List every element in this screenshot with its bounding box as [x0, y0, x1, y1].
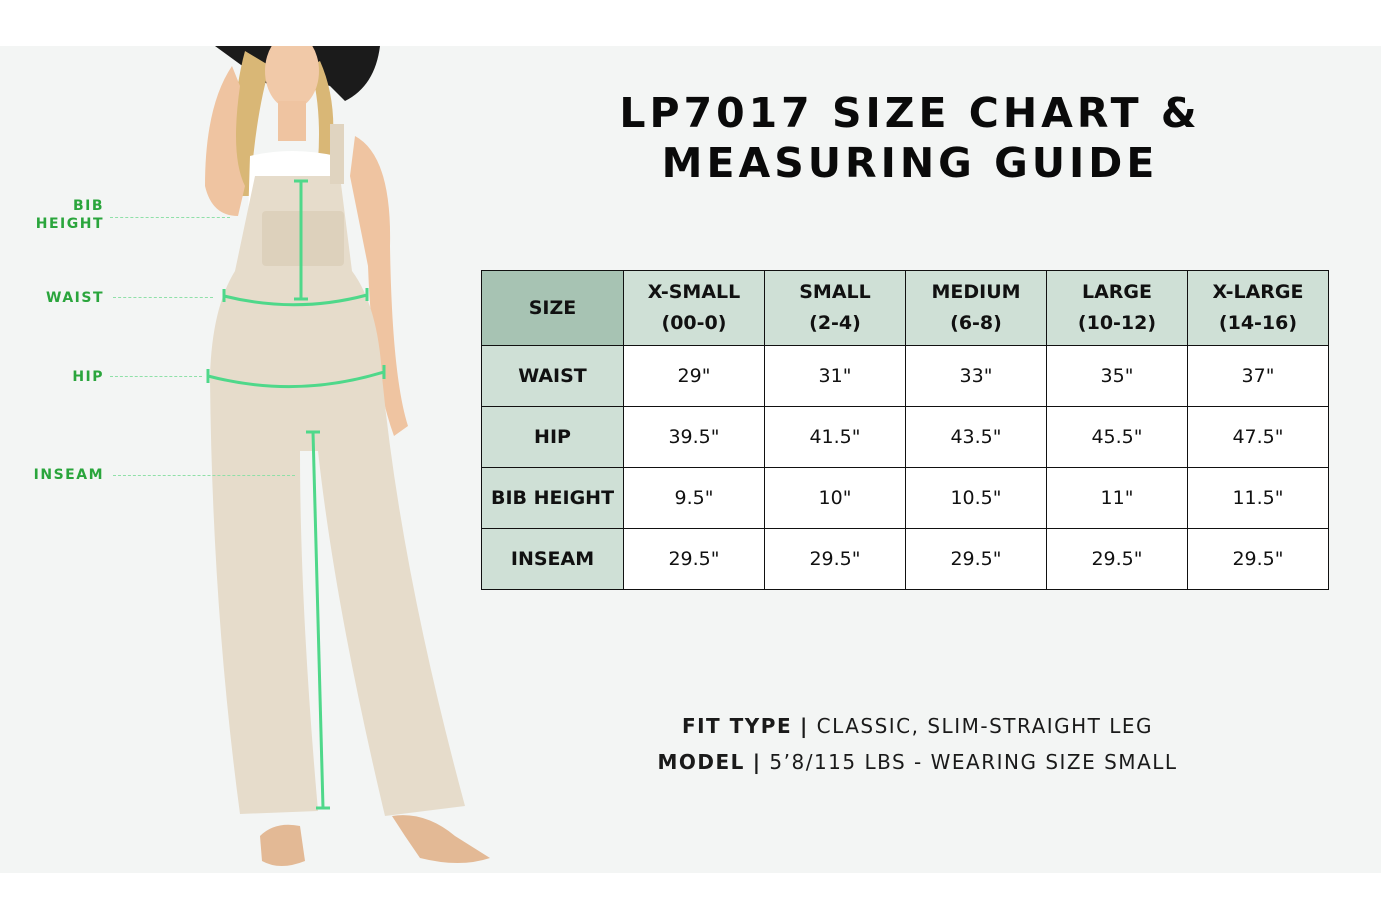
table-cell: 29.5" [1047, 529, 1188, 590]
table-cell: 11.5" [1188, 468, 1329, 529]
table-cell: 33" [906, 346, 1047, 407]
table-cell: 29.5" [906, 529, 1047, 590]
table-row [482, 529, 1329, 590]
table-cell: 11" [1047, 468, 1188, 529]
waist-label: WAIST [46, 290, 104, 306]
bib-height-label [28, 197, 104, 233]
table-cell: 29.5" [765, 529, 906, 590]
bib-height-label-line1: BIB [72, 198, 104, 214]
table-cell: 47.5" [1188, 407, 1329, 468]
table-cell: 37" [1188, 346, 1329, 407]
waist-guide [113, 297, 213, 298]
row-header: WAIST [482, 346, 624, 407]
model-photo [0, 46, 520, 873]
page-title [560, 88, 1260, 188]
title-line2: MEASURING GUIDE [661, 139, 1159, 187]
table-cell: 35" [1047, 346, 1188, 407]
model-value: 5’8/115 LBS - WEARING SIZE SMALL [769, 750, 1178, 774]
table-cell: 31" [765, 346, 906, 407]
table-row [482, 346, 1329, 407]
column-header: X-SMALL (00-0) [624, 271, 765, 346]
corner-cell: SIZE [482, 271, 624, 346]
table-cell: 29" [624, 346, 765, 407]
row-header: HIP [482, 407, 624, 468]
table-cell: 9.5" [624, 468, 765, 529]
table-cell: 10" [765, 468, 906, 529]
fit-type-label: FIT TYPE [681, 714, 793, 738]
table-cell: 45.5" [1047, 407, 1188, 468]
model-label: MODEL [657, 750, 745, 774]
column-header: LARGE (10-12) [1047, 271, 1188, 346]
column-header: MEDIUM (6-8) [906, 271, 1047, 346]
model-info-line [560, 750, 1275, 774]
column-header: X-LARGE (14-16) [1188, 271, 1329, 346]
title-line1: LP7017 SIZE CHART & [619, 89, 1201, 137]
table-cell: 29.5" [624, 529, 765, 590]
hip-label: HIP [72, 369, 104, 385]
table-row [482, 407, 1329, 468]
bib-height-guide [110, 217, 230, 218]
model-illustration [0, 46, 520, 873]
size-chart-table [481, 270, 1329, 590]
table-row [482, 468, 1329, 529]
table-cell: 41.5" [765, 407, 906, 468]
row-header: INSEAM [482, 529, 624, 590]
table-cell: 29.5" [1188, 529, 1329, 590]
bib-height-label-line2: HEIGHT [35, 216, 104, 232]
fit-type-line [560, 714, 1275, 738]
table-cell: 43.5" [906, 407, 1047, 468]
row-header: BIB HEIGHT [482, 468, 624, 529]
model-separator: | [752, 750, 762, 774]
fit-type-value: CLASSIC, SLIM-STRAIGHT LEG [816, 714, 1154, 738]
table-header-row [482, 271, 1329, 346]
table-cell: 39.5" [624, 407, 765, 468]
column-header: SMALL (2-4) [765, 271, 906, 346]
hip-guide [110, 376, 202, 377]
table-cell: 10.5" [906, 468, 1047, 529]
inseam-label: INSEAM [33, 467, 104, 483]
inseam-guide [113, 475, 295, 476]
fit-type-separator: | [799, 714, 809, 738]
